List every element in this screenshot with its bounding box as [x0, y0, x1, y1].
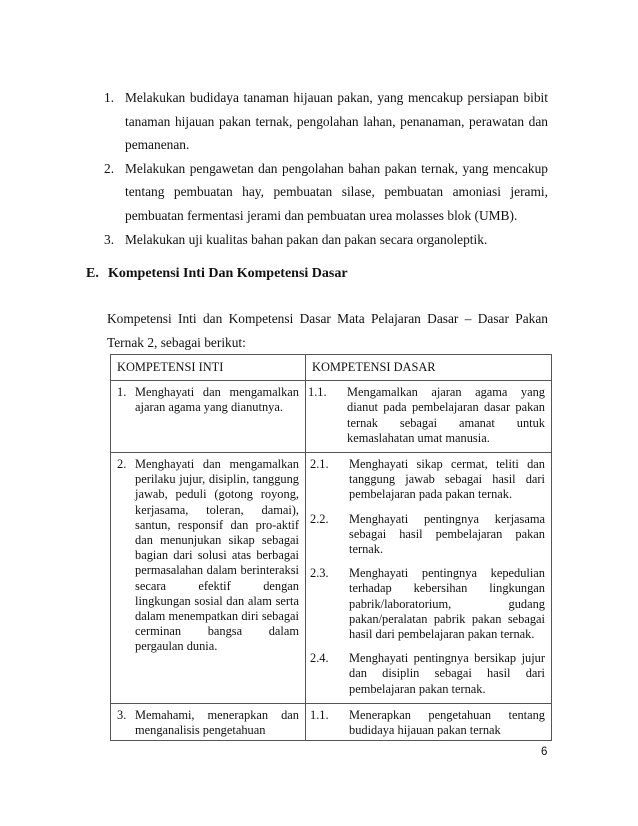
kompetensi-dasar-item	[310, 651, 545, 697]
kompetensi-dasar-text: Menghayati pentingnya kerjasama sebagai hasil pembelajaran pakan ternak.	[349, 511, 545, 557]
table-row	[111, 703, 552, 740]
kompetensi-dasar-item	[310, 457, 545, 503]
list-item	[104, 228, 548, 252]
section-title: Kompetensi Inti Dan Kompetensi Dasar	[108, 266, 348, 281]
kompetensi-inti-item	[117, 385, 299, 415]
kompetensi-inti-number: 3.	[117, 707, 127, 722]
kompetensi-dasar-cell	[306, 453, 552, 704]
kompetensi-dasar-text: Mengamalkan ajaran agama yang dianut pada pembelajaran dasar pakan ternak sebagai amanat untuk kemaslahatan umat manusia.	[347, 385, 545, 445]
list-item-number: 2.	[104, 160, 115, 176]
kompetensi-dasar-text: Menerapkan pengetahuan tentang budidaya hijauan pakan ternak	[349, 707, 545, 738]
kompetensi-inti-number: 2.	[117, 457, 127, 472]
kompetensi-dasar-text: Menghayati pentingnya bersikap jujur dan disiplin sebagai hasil dari pembelajaran pakan ternak.	[349, 651, 545, 696]
kompetensi-dasar-number: 2.3.	[310, 566, 329, 581]
kompetensi-dasar-item	[308, 385, 545, 446]
list-item-number: 3.	[104, 231, 115, 247]
list-item-text: Melakukan budidaya tanaman hijauan pakan, yang mencakup persiapan bibit tanaman hijauan pakan ternak, pengolahan lahan, penanaman, perawatan dan pemanenan.	[125, 90, 548, 153]
list-item-number: 1.	[104, 90, 115, 105]
kompetensi-dasar-cell	[306, 703, 552, 740]
competency-table	[110, 354, 552, 741]
intro-paragraph: Kompetensi Inti dan Kompetensi Dasar Mata Pelajaran Dasar – Dasar Pakan Ternak 2, sebagai berikut:	[107, 311, 548, 350]
kompetensi-dasar-number: 1.1.	[308, 385, 327, 400]
kompetensi-inti-item	[117, 457, 299, 655]
page-number: 6	[541, 746, 548, 758]
header-kompetensi-dasar: KOMPETENSI DASAR	[306, 355, 552, 381]
header-kompetensi-inti: KOMPETENSI INTI	[111, 355, 306, 381]
list-item-text: Melakukan pengawetan dan pengolahan bahan pakan ternak, yang mencakup tentang pembuatan hay, pembuatan silase, pembuatan amoniasi jerami, pembuatan fermentasi jerami dan pembuatan urea molasses blok (UMB).	[125, 160, 548, 223]
table-row	[111, 381, 552, 453]
kompetensi-dasar-number: 2.4.	[310, 651, 329, 666]
kompetensi-dasar-text: Menghayati pentingnya kepedulian terhadap kebersihan lingkungan pabrik/laboratorium, gudang pakan/peralatan pabrik pakan sebagai hasil dari pembelajaran pakan ternak.	[349, 566, 545, 642]
kompetensi-dasar-number: 1.1.	[310, 707, 329, 722]
list-item-text: Melakukan uji kualitas bahan pakan dan pakan secara organoleptik.	[125, 231, 488, 247]
kompetensi-inti-cell	[111, 703, 306, 740]
kompetensi-inti-cell	[111, 381, 306, 453]
kompetensi-dasar-text: Menghayati sikap cermat, teliti dan tanggung jawab sebagai hasil dari pembelajaran pada pakan ternak.	[349, 457, 545, 502]
kompetensi-inti-number: 1.	[117, 385, 127, 400]
kompetensi-dasar-item	[310, 708, 545, 738]
section-heading	[86, 266, 348, 282]
kompetensi-inti-text: Menghayati dan mengamalkan ajaran agama yang dianutnya.	[135, 385, 299, 415]
activity-list	[104, 86, 548, 251]
table-header-row	[111, 355, 552, 381]
kompetensi-dasar-item	[310, 512, 545, 558]
kompetensi-inti-cell	[111, 453, 306, 704]
list-item	[104, 157, 548, 228]
competency-table-wrapper	[110, 354, 551, 741]
kompetensi-inti-text: Menghayati dan mengamalkan perilaku jujur, disiplin, tanggung jawab, peduli (gotong royong, kerjasama, toleran, damai), santun, responsif dan pro-aktif dan menunjukan sikap sebagai bagian dari solusi atas berbagai permasalahan dalam berinteraksi secara efektif dengan lingkungan sosial dan alam serta dalam menempatkan diri sebagai cerminan bangsa dalam pergaulan dunia.	[135, 457, 299, 654]
kompetensi-inti-text: Memahami, menerapkan dan menganalisis pengetahuan	[135, 707, 299, 738]
kompetensi-inti-item	[117, 708, 299, 738]
kompetensi-dasar-number: 2.2.	[310, 511, 329, 526]
kompetensi-dasar-cell	[306, 381, 552, 453]
kompetensi-dasar-number: 2.1.	[310, 457, 329, 472]
list-item	[104, 86, 548, 157]
kompetensi-dasar-item	[310, 566, 545, 642]
section-letter: E.	[86, 266, 99, 281]
table-row	[111, 453, 552, 704]
